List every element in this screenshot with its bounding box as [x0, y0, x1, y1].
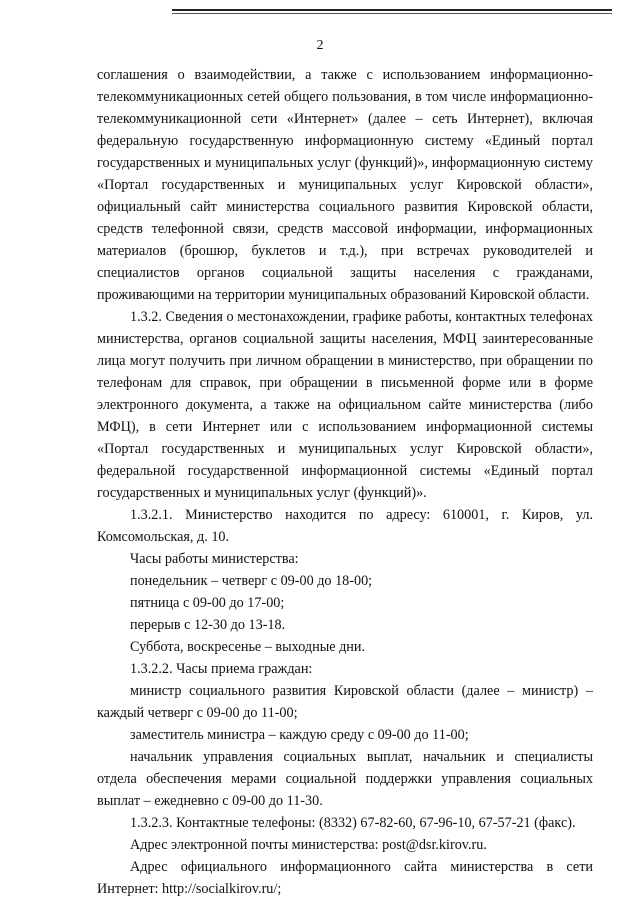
- paragraph-continuation: соглашения о взаимодействии, а также с использованием информационно-телекоммуникационных сетей общего пользования, в том числе информационно-телекоммуникационной сети «Интернет» (далее – сеть Интернет), включая федеральную государственную информационную систему «Единый портал государственных и муниципальных услуг (функций)», информационную систему «Портал государственных и муниципальных услуг Кировской области», официальный сайт министерства социального развития Кировской области, средств телефонной связи, средств массовой информации, информационных материалов (брошюр, буклетов и т.д.), при встречах руководителей и специалистов органов социальной защиты населения с гражданами, проживающими на территории муниципальных образований Кировской области.: [97, 67, 593, 303]
- reception-deputy: заместитель министра – каждую среду с 09-00 до 11-00;: [130, 727, 469, 743]
- reception-minister: министр социального развития Кировской области (далее – министр) – каждый четверг с 09-00 до 11-00;: [97, 683, 593, 721]
- page-number: 2: [316, 38, 324, 53]
- email-line: Адрес электронной почты министерства: post@dsr.kirov.ru.: [130, 837, 487, 853]
- hours-weekend: Суббота, воскресенье – выходные дни.: [130, 639, 366, 655]
- working-hours-heading: Часы работы министерства:: [130, 551, 299, 567]
- document-body: [97, 64, 593, 900]
- paragraph-1-3-2-1: 1.3.2.1. Министерство находится по адресу: 610001, г. Киров, ул. Комсомольская, д. 10.: [97, 507, 593, 545]
- hours-fri: пятница с 09-00 до 17-00;: [130, 595, 285, 611]
- website-line: Адрес официального информационного сайта министерства в сети Интернет: http://socialkirov.ru/;: [97, 859, 593, 897]
- paragraph-1-3-2-2: 1.3.2.2. Часы приема граждан:: [130, 661, 313, 677]
- hours-mon-thu: понедельник – четверг с 09-00 до 18-00;: [130, 573, 373, 589]
- paragraph-1-3-2-3: 1.3.2.3. Контактные телефоны: (8332) 67-82-60, 67-96-10, 67-57-21 (факс).: [130, 815, 576, 831]
- hours-break: перерыв с 12-30 до 13-18.: [130, 617, 286, 633]
- reception-department: начальник управления социальных выплат, начальник и специалисты отдела обеспечения мерами социальной поддержки управления социальных выплат – ежедневно с 09-00 до 11-30.: [97, 749, 593, 809]
- header-rule: [172, 9, 612, 11]
- paragraph-1-3-2: 1.3.2. Сведения о местонахождении, графике работы, контактных телефонах министерства, органов социальной защиты населения, МФЦ заинтересованные лица могут получить при личном обращении в министерство, при обращении по телефонам для справок, при обращении в письменной форме или в форме электронного документа, а также на официальном сайте министерства (либо МФЦ), в сети Интернет или с использованием информационной системы «Портал государственных и муниципальных услуг Кировской области», федеральной государственной информационной системы «Единый портал государственных и муниципальных услуг (функций)».: [97, 309, 593, 501]
